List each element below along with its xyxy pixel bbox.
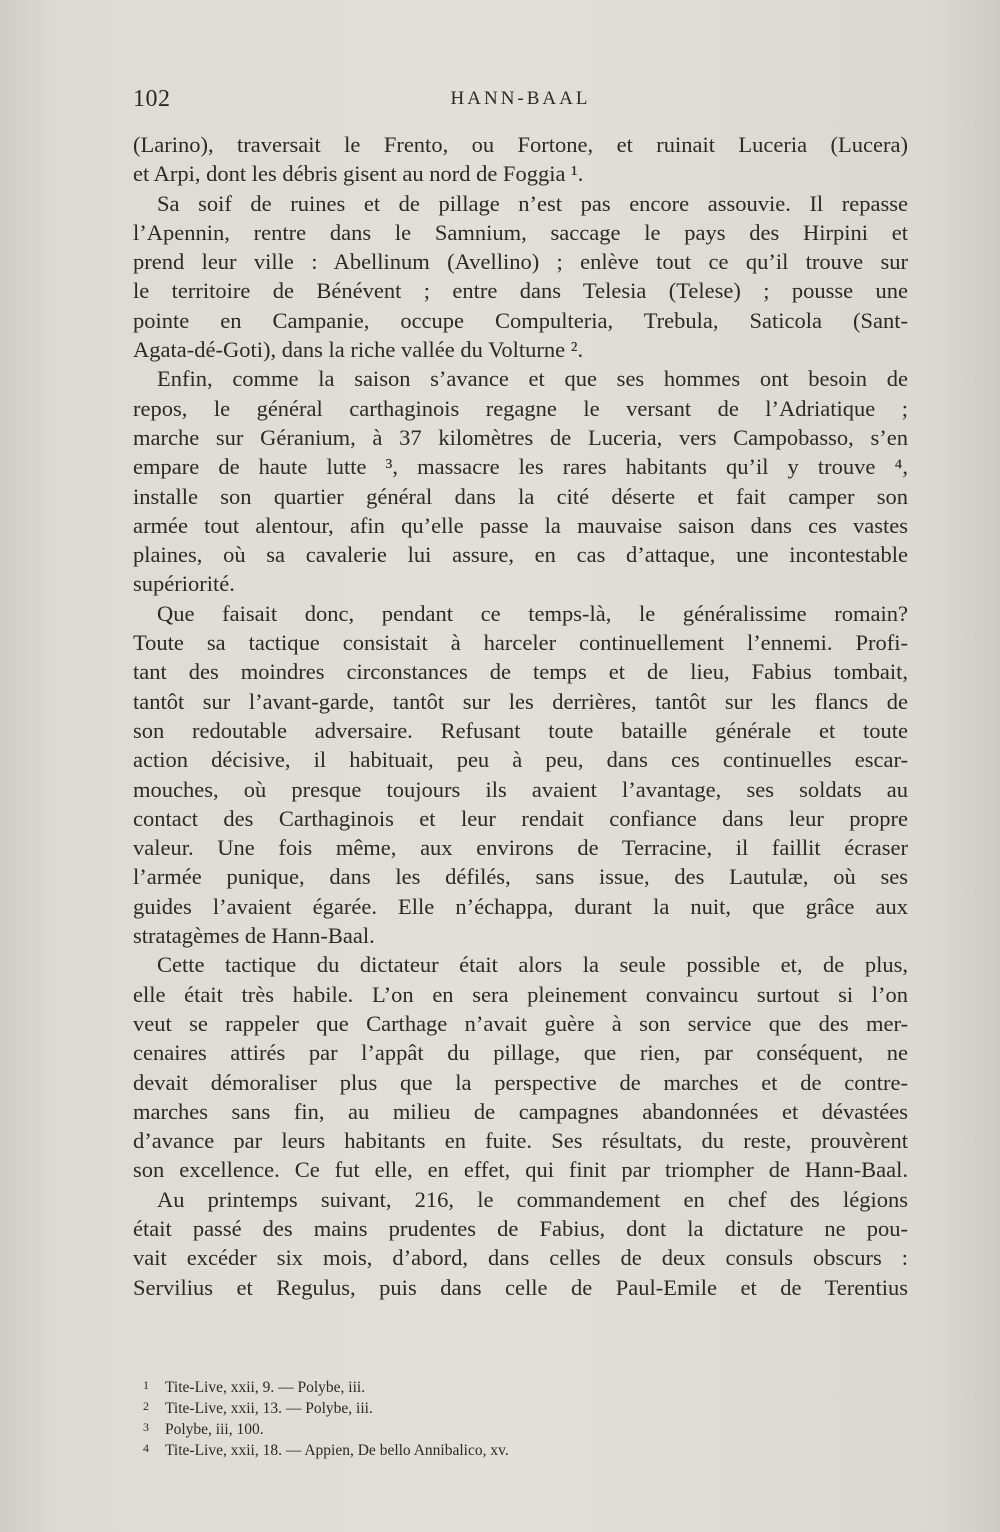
text-line: marches sans fin, au milieu de campagnes abandonnées et dévastées (133, 1098, 908, 1124)
text-line: supériorité. (133, 571, 235, 597)
text-line: Que faisait donc, pendant ce temps-là, le généralissime romain? (157, 600, 908, 626)
text-line: veut se rappeler que Carthage n’avait guère à son service que des mer- (133, 1010, 908, 1036)
text-line: son redoutable adversaire. Refusant toute bataille générale et toute (133, 717, 908, 743)
footnote-text: Tite-Live, xxii, 18. — Appien, De bello Annibalico, xv. (165, 1442, 509, 1459)
text-line: elle était très habile. L’on en sera pleinement convaincu surtout si l’on (133, 981, 908, 1007)
text-line: était passé des mains prudentes de Fabius, dont la dictature ne pou- (133, 1215, 908, 1241)
footnote-mark: 4 (143, 1441, 149, 1455)
footnote (143, 1439, 843, 1460)
body-text (133, 130, 908, 1302)
text-line: pointe en Campanie, occupe Compulteria, Trebula, Saticola (Sant- (133, 307, 908, 333)
footnote-mark: 3 (143, 1420, 149, 1434)
page-header (133, 86, 908, 116)
text-line: d’avance par leurs habitants en fuite. Ses résultats, du reste, prouvèrent (133, 1128, 908, 1154)
text-line: l’Apennin, rentre dans le Samnium, saccage le pays des Hirpini et (133, 219, 908, 245)
footnotes (143, 1376, 843, 1460)
footnote (143, 1397, 843, 1418)
text-line: Enfin, comme la saison s’avance et que ses hommes ont besoin de (157, 366, 908, 392)
text-line: cenaires attirés par l’appât du pillage, que rien, par conséquent, ne (133, 1040, 908, 1066)
footnote-mark: 1 (143, 1378, 149, 1392)
text-line: contact des Carthaginois et leur rendait confiance dans leur propre (133, 805, 908, 831)
footnote (143, 1376, 843, 1397)
text-line: installe son quartier général dans la cité déserte et fait camper son (133, 483, 908, 509)
text-line: Agata-dé-Goti), dans la riche vallée du Volturne ². (133, 337, 584, 363)
text-line: l’armée punique, dans les défilés, sans issue, des Lautulæ, où ses (133, 864, 908, 890)
text-line: marche sur Géranium, à 37 kilomètres de Luceria, vers Campobasso, s’en (133, 424, 908, 450)
text-line: Servilius et Regulus, puis dans celle de Paul-Emile et de Terentius (133, 1274, 908, 1300)
running-title: HANN-BAAL (450, 88, 591, 109)
text-line: mouches, où presque toujours ils avaient l’avantage, ses soldats au (133, 776, 908, 802)
text-line: action décisive, il habituait, peu à peu, dans ces continuelles escar- (133, 747, 908, 773)
text-line: (Larino), traversait le Frento, ou Fortone, et ruinait Luceria (Lucera) (133, 132, 908, 157)
text-line: tantôt sur l’avant-garde, tantôt sur les derrières, tantôt sur les flancs de (133, 688, 908, 714)
text-line: et Arpi, dont les débris gisent au nord de Foggia ¹. (133, 161, 584, 187)
text-line: valeur. Une fois même, aux environs de Terracine, il faillit écraser (133, 835, 908, 861)
text-line: Sa soif de ruines et de pillage n’est pas encore assouvie. Il repasse (157, 190, 908, 216)
text-line: empare de haute lutte ³, massacre les rares habitants qu’il y trouve ⁴, (133, 454, 908, 480)
footnote (143, 1418, 843, 1439)
text-line: vait excéder six mois, d’abord, dans celles de deux consuls obscurs : (133, 1245, 908, 1271)
text-line: stratagèmes de Hann-Baal. (133, 923, 375, 949)
text-line: Cette tactique du dictateur était alors la seule possible et, de plus, (157, 952, 908, 978)
text-line: plaines, où sa cavalerie lui assure, en cas d’attaque, une incontestable (133, 542, 908, 568)
text-line: Toute sa tactique consistait à harceler continuellement l’ennemi. Profi- (133, 630, 908, 656)
text-line: le territoire de Bénévent ; entre dans Telesia (Telese) ; pousse une (133, 278, 908, 304)
text-line: armée tout alentour, afin qu’elle passe la mauvaise saison dans ces vastes (133, 512, 908, 538)
text-line: Au printemps suivant, 216, le commandement en chef des légions (157, 1186, 908, 1212)
text-line: son excellence. Ce fut elle, en effet, qui finit par triompher de Hann-Baal. (133, 1157, 908, 1183)
text-line: tant des moindres circonstances de temps et de lieu, Fabius tombait, (133, 659, 908, 685)
text-line: repos, le général carthaginois regagne le versant de l’Adriatique ; (133, 395, 908, 421)
text-line: guides l’avaient égarée. Elle n’échappa, durant la nuit, que grâce aux (133, 893, 908, 919)
page-number: 102 (133, 86, 171, 112)
footnote-text: Tite-Live, xxii, 13. — Polybe, iii. (165, 1400, 373, 1417)
text-line: devait démoraliser plus que la perspective de marches et de contre- (133, 1069, 908, 1095)
footnote-text: Polybe, iii, 100. (165, 1421, 264, 1438)
text-line: prend leur ville : Abellinum (Avellino) ; enlève tout ce qu’il trouve sur (133, 249, 908, 275)
footnote-mark: 2 (143, 1399, 149, 1413)
footnote-text: Tite-Live, xxii, 9. — Polybe, iii. (165, 1379, 366, 1396)
